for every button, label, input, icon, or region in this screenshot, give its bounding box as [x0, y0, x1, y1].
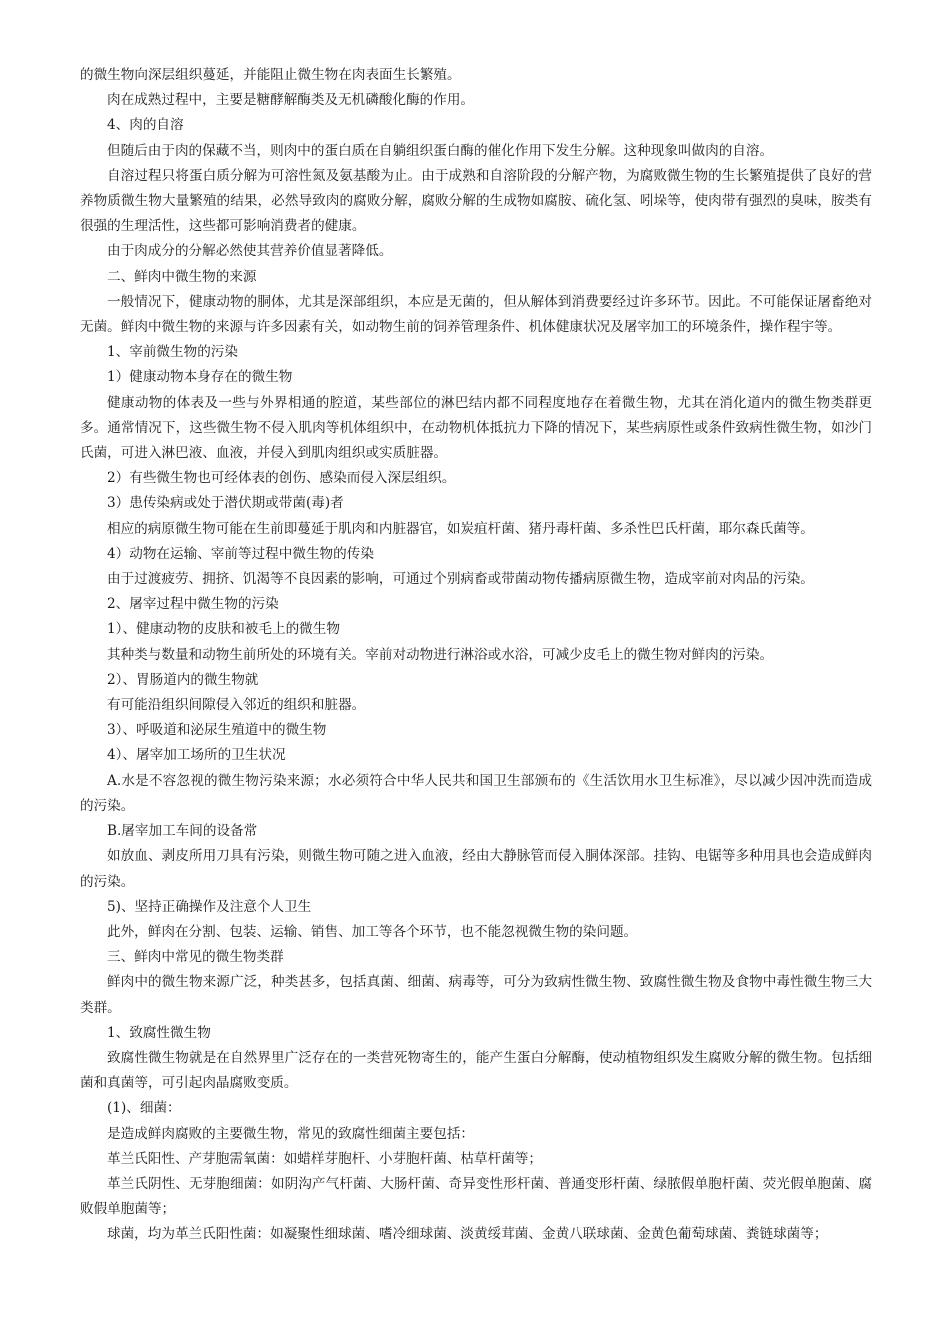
- subheading-1: 1）健康动物本身存在的微生物: [107, 369, 293, 386]
- paragraph-23: A.水是不容忽视的微生物污染来源；水必须符合中华人民共和国卫生部颁布的《生活饮用水卫生标准》，尽以减少因冲洗而造成的污染。: [80, 772, 872, 814]
- paragraph-15: 由于过渡疲劳、拥挤、饥渴等不良因素的影响，可通过个别病畜或带菌动物传播病原微生物，造成宰前对肉品的污染。: [107, 571, 814, 588]
- heading-slaughter-process: 2、屠宰过程中微生物的污染: [107, 596, 279, 613]
- paragraph-3: 但随后由于肉的保藏不当，则肉中的蛋白质在自躺组织蛋白酶的催化作用下发生分解。这种现象叫做肉的自溶。: [107, 142, 774, 159]
- paragraph-25: 如放血、剥皮所用刀具有污染，则微生物可随之进入血液，经由大静脉管而侵入胴体深部。挂钩、电锯等多种用具也会造成鲜肉的污染。: [80, 848, 872, 890]
- subheading-gut: 2）、胃肠道内的微生物就: [107, 671, 259, 688]
- paragraph-13: 相应的病原微生物可能在生前即蔓延于肌肉和内脏器官，如炭疽杆菌、猪丹毒杆菌、多杀性巴氏杆菌，耶尔森氏菌等。: [107, 520, 814, 537]
- paragraph-31: 致腐性微生物就是在自然界里广泛存在的一类营死物寄生的，能产生蛋白分解酶，使动植物组织发生腐败分解的微生物。包括细菌和真菌等，可引起肉晶腐败变质。: [80, 1049, 872, 1092]
- paragraph-34: 革兰氏阳性、产芽胞需氧菌：如蜡样芽胞杆、小芽胞杆菌、枯草杆菌等；: [107, 1150, 542, 1167]
- paragraph-36: 球菌，均为革兰氏阳性菌：如凝聚性细球菌、嗜冷细球菌、淡黄绥茸菌、金黄八联球菌、金黄色葡萄球菌、粪链球菌等；: [107, 1226, 828, 1243]
- subheading-hygiene: 4）、屠宰加工场所的卫生状况: [107, 747, 286, 764]
- paragraph-1: 肉在成熟过程中，主要是糖酵解酶类及无机磷酸化酶的作用。: [107, 92, 475, 109]
- document-page: [80, 63, 872, 1248]
- paragraph-27: 此外，鲜肉在分割、包装、运输、销售、加工等各个环节，也不能忽视微生物的染问题。: [107, 923, 638, 940]
- subheading-2: 2）有些微生物也可经体表的创伤、感染而侵入深层组织。: [107, 470, 456, 487]
- paragraph-10: 健康动物的体表及一些与外界相通的腔道，某些部位的淋巴结内都不同程度地存在着微生物，尤其在消化道内的微生物类群更多。通常情况下，这些微生物不侵入肌肉等机体组织中，在动物机体抵抗力下降的情况下，某些病原性或条件致病性微生物，如沙门氏菌，可进入淋巴液、血液，并侵入到肌肉组织或实质脏器。: [80, 394, 872, 462]
- subheading-respiratory: 3）、呼吸道和泌尿生殖道中的微生物: [107, 722, 327, 739]
- subheading-3: 3）患传染病或处于潜伏期或带菌(毒)者: [107, 495, 344, 512]
- subheading-4: 4）动物在运输、宰前等过程中微生物的传染: [107, 545, 374, 562]
- heading-spoilage-microbes: 1、致腐性微生物: [107, 1024, 211, 1041]
- paragraph-29: 鲜肉中的微生物来源广泛，种类甚多，包括真菌、细菌、病毒等，可分为致病性微生物、致腐性微生物及食物中毒性微生物三大类群。: [80, 974, 872, 1016]
- paragraph-4: 自溶过程只将蛋白质分解为可溶性氮及氨基酸为止。由于成熟和自溶阶段的分解产物，为腐败微生物的生长繁殖提供了良好的营养物质微生物大量繁殖的结果，必然导致肉的腐败分解，腐败分解的生成物如腐胺、硫化氢、吲垛等，使肉带有强烈的臭味，胺类有很强的生理活性，这些都可影响消费者的健康。: [80, 167, 872, 235]
- paragraph-24: B.屠宰加工车间的设备常: [107, 823, 258, 840]
- subheading-operation: 5)、坚持正确操作及注意个人卫生: [107, 898, 312, 915]
- heading-section-2: 二、鲜肉中微生物的来源: [107, 268, 257, 285]
- paragraph-33: 是造成鲜肉腐败的主要微生物，常见的致腐性细菌主要包括：: [107, 1125, 475, 1142]
- paragraph-18: 其种类与数量和动物生前所处的环境有关。宰前对动物进行淋浴或水浴，可减少皮毛上的微生物对鲜肉的污染。: [107, 646, 774, 663]
- heading-section-3: 三、鲜肉中常见的微生物类群: [107, 949, 284, 966]
- paragraph-35: 革兰氏阴性、无芽胞细菌：如阴沟产气杆菌、大肠杆菌、奇异变性形杆菌、普通变形杆菌、绿脓假单胞杆菌、荧光假单胞菌、腐败假单胞菌等；: [80, 1175, 872, 1218]
- paragraph-5: 由于肉成分的分解必然使其营养价值显著降低。: [107, 243, 393, 260]
- heading-pre-slaughter: 1、宰前微生物的污染: [107, 344, 238, 361]
- subheading-bacteria: (1)、细菌：: [107, 1100, 181, 1117]
- paragraph-7: 一般情况下，健康动物的胴体，尤其是深部组织，本应是无菌的，但从解体到消费要经过许多环节。因此。不可能保证屠畜绝对无菌。鲜肉中微生物的来源与许多因素有关，如动物生前的饲养管理条件、机体健康状况及屠宰加工的环境条件，操作程宇等。: [80, 293, 872, 336]
- subheading-skin: 1）、健康动物的皮肤和被毛上的微生物: [107, 621, 340, 638]
- paragraph-0: 的微生物向深层组织蔓延，并能阻止微生物在肉表面生长繁殖。: [80, 67, 461, 83]
- paragraph-20: 有可能沿组织间隙侵入邻近的组织和脏器。: [107, 697, 366, 714]
- heading-meat-autolysis: 4、肉的自溶: [107, 117, 184, 134]
